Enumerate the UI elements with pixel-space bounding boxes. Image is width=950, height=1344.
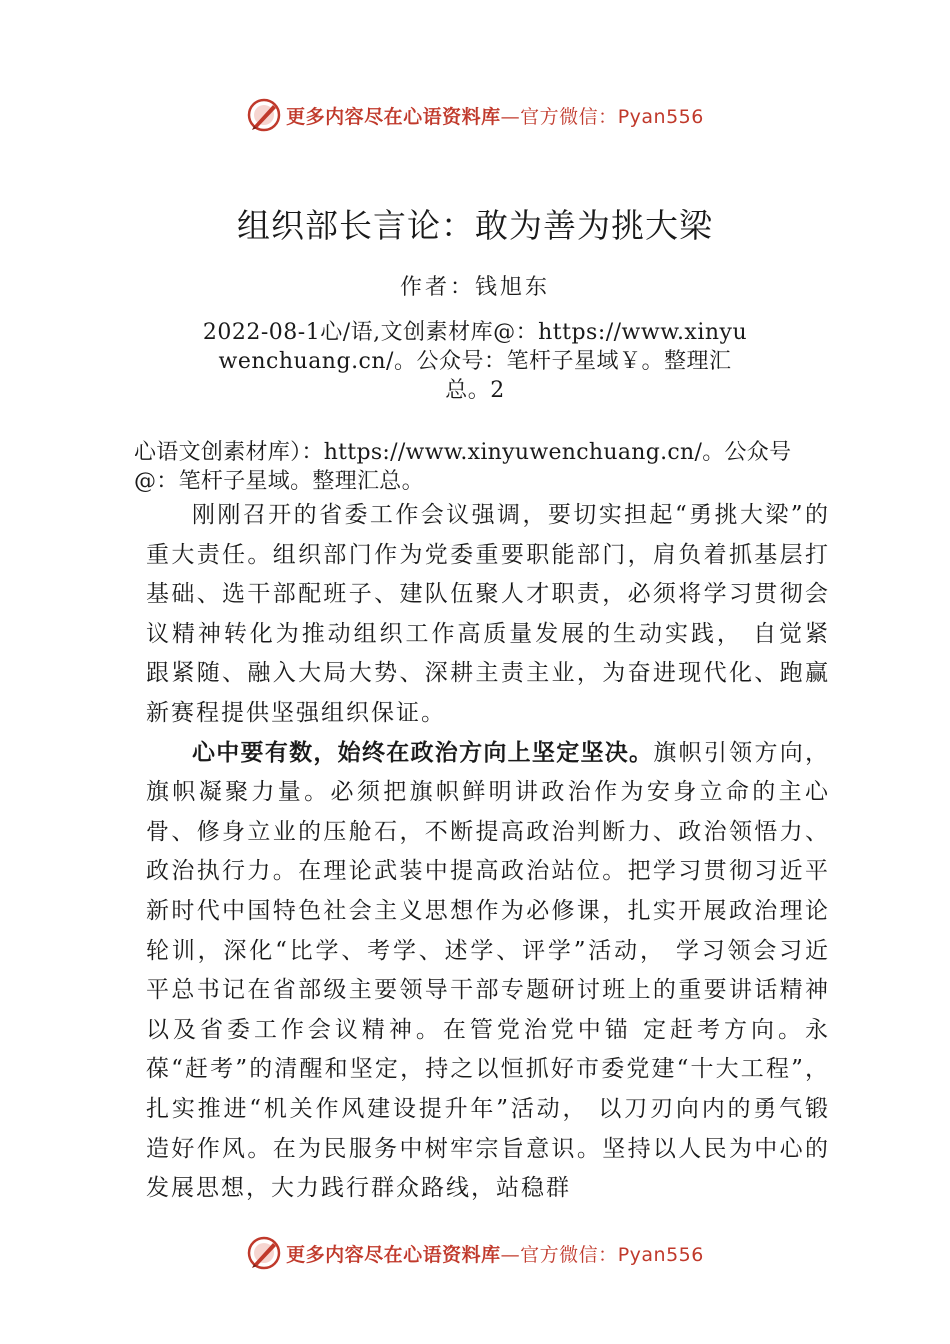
article-meta: 2022-08-1心/语,文创素材库@：https://www.xinyuwenchuang.cn/。公众号：笔杆子星域￥。整理汇总。2 [202, 320, 748, 403]
article-body [146, 496, 830, 1209]
banner-wechat-label: 官方微信： [520, 105, 618, 128]
footer-banner [0, 1233, 950, 1273]
header-banner [0, 95, 950, 135]
banner-text [286, 102, 704, 129]
banner-separator: — [500, 105, 521, 128]
banner-separator: — [500, 1243, 521, 1266]
paragraph-2-lead: 心中要有数，始终在政治方向上坚定坚决。 [192, 739, 654, 766]
article-title: 组织部长言论：敢为善为挑大梁 [237, 206, 713, 245]
banner-promo: 更多内容尽在心语资料库 [286, 1243, 501, 1266]
banner-promo: 更多内容尽在心语资料库 [286, 105, 501, 128]
banner-text [286, 1240, 704, 1267]
pen-logo-icon [246, 1235, 282, 1271]
article-author: 作者：钱旭东 [399, 275, 550, 300]
paragraph-2 [146, 734, 830, 1209]
banner-handle: Pyan556 [617, 105, 704, 128]
pen-logo-icon [246, 97, 282, 133]
paragraph-2-text: 旗帜引领方向，旗帜凝聚力量。必须把旗帜鲜明讲政治作为安身立命的主心骨、修身立业的压舱石，不断提高政治判断力、政治领悟力、政治执行力。在理论武装中提高政治站位。把学习贯彻习近平新时代中国特色社会主义思想作为必修课，扎实开展政治理论轮训，深化“比学、考学、述学、评学”活动， 学习领会习近平总书记在省部级主要领导干部专题研讨班上的重要讲话精神以及省委工作会议精神。在管党治党中锚 定赶考方向。永葆“赶考”的清醒和坚定，持之以恒抓好市委党建“十大工程”，扎实推进“机关作风建设提升年”活动， 以刀刃向内的勇气锻造好作风。在为民服务中树牢宗旨意识。坚持以人民为中心的发展思想，大力践行群众路线，站稳群 [146, 739, 831, 1202]
paragraph-1: 刚刚召开的省委工作会议强调，要切实担起“勇挑大梁”的重大责任。组织部门作为党委重要职能部门，肩负着抓基层打基础、选干部配班子、建队伍聚人才职责，必须将学习贯彻会议精神转化为推动组织工作高质量发展的生动实践， 自觉紧跟紧随、融入大局大势、深耕主责主业，为奋进现代化、跑赢新赛程提供坚强组织保证。 [146, 502, 830, 726]
banner-handle: Pyan556 [617, 1243, 704, 1266]
source-note: 心语文创素材库）：https://www.xinyuwenchuang.cn/。公众号@：笔杆子星域。整理汇总。 [134, 440, 792, 494]
banner-wechat-label: 官方微信： [520, 1243, 618, 1266]
